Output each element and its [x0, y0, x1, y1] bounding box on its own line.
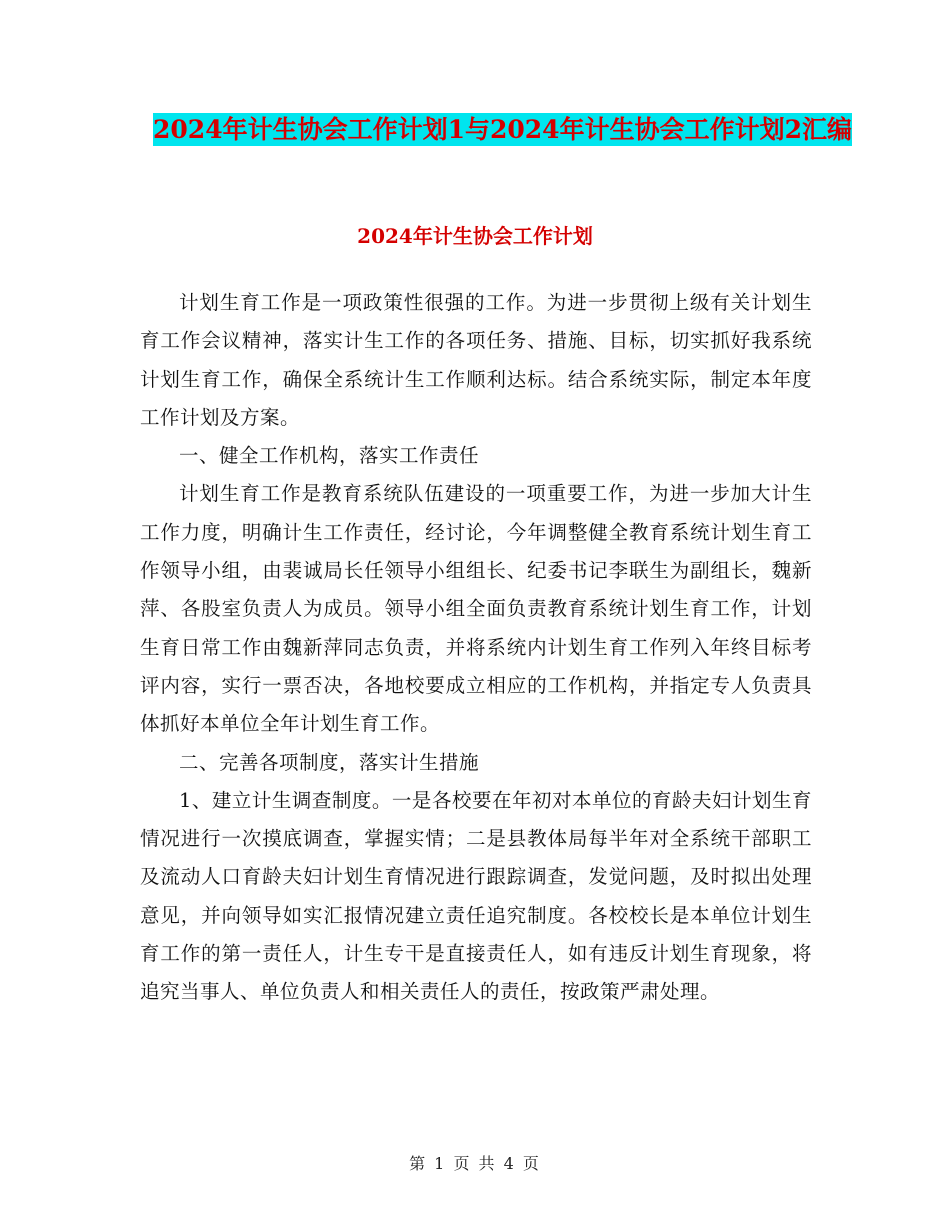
paragraph-intro: 计划生育工作是一项政策性很强的工作。为进一步贯彻上级有关计划生育工作会议精神，落实计生工作的各项任务、措施、目标，切实抓好我系统计划生育工作，确保全系统计生工作顺利达标。结合系统实际，制定本年度工作计划及方案。 — [140, 291, 812, 429]
document-body — [140, 284, 812, 1012]
heading-section-2: 二、完善各项制度，落实计生措施 — [179, 750, 480, 774]
paragraph-section-2-item-1: 1、建立计生调查制度。一是各校要在年初对本单位的育龄夫妇计划生育情况进行一次摸底调查，掌握实情；二是县教体局每半年对全系统干部职工及流动人口育龄夫妇计划生育情况进行跟踪调查，发觉问题，及时拟出处理意见，并向领导如实汇报情况建立责任追究制度。各校校长是本单位计划生育工作的第一责任人，计生专干是直接责任人，如有违反计划生育现象，将追究当事人、单位负责人和相关责任人的责任，按政策严肃处理。 — [140, 788, 812, 1004]
page-footer: 第 1 页 共 4 页 — [409, 1154, 541, 1173]
document-title — [140, 108, 865, 152]
heading-section-1: 一、健全工作机构，落实工作责任 — [179, 444, 480, 468]
paragraph-section-1: 计划生育工作是教育系统队伍建设的一项重要工作，为进一步加大计生工作力度，明确计生工作责任，经讨论，今年调整健全教育系统计划生育工作领导小组，由裴诚局长任领导小组组长、纪委书记李联生为副组长，魏新萍、各股室负责人为成员。领导小组全面负责教育系统计划生育工作，计划生育日常工作由魏新萍同志负责，并将系统内计划生育工作列入年终目标考评内容，实行一票否决，各地校要成立相应的工作机构，并指定专人负责具体抓好本单位全年计划生育工作。 — [140, 482, 812, 736]
document-title-text: 2024年计生协会工作计划1与2024年计生协会工作计划2汇编 — [153, 115, 852, 144]
section-title: 2024年计生协会工作计划 — [357, 224, 593, 248]
